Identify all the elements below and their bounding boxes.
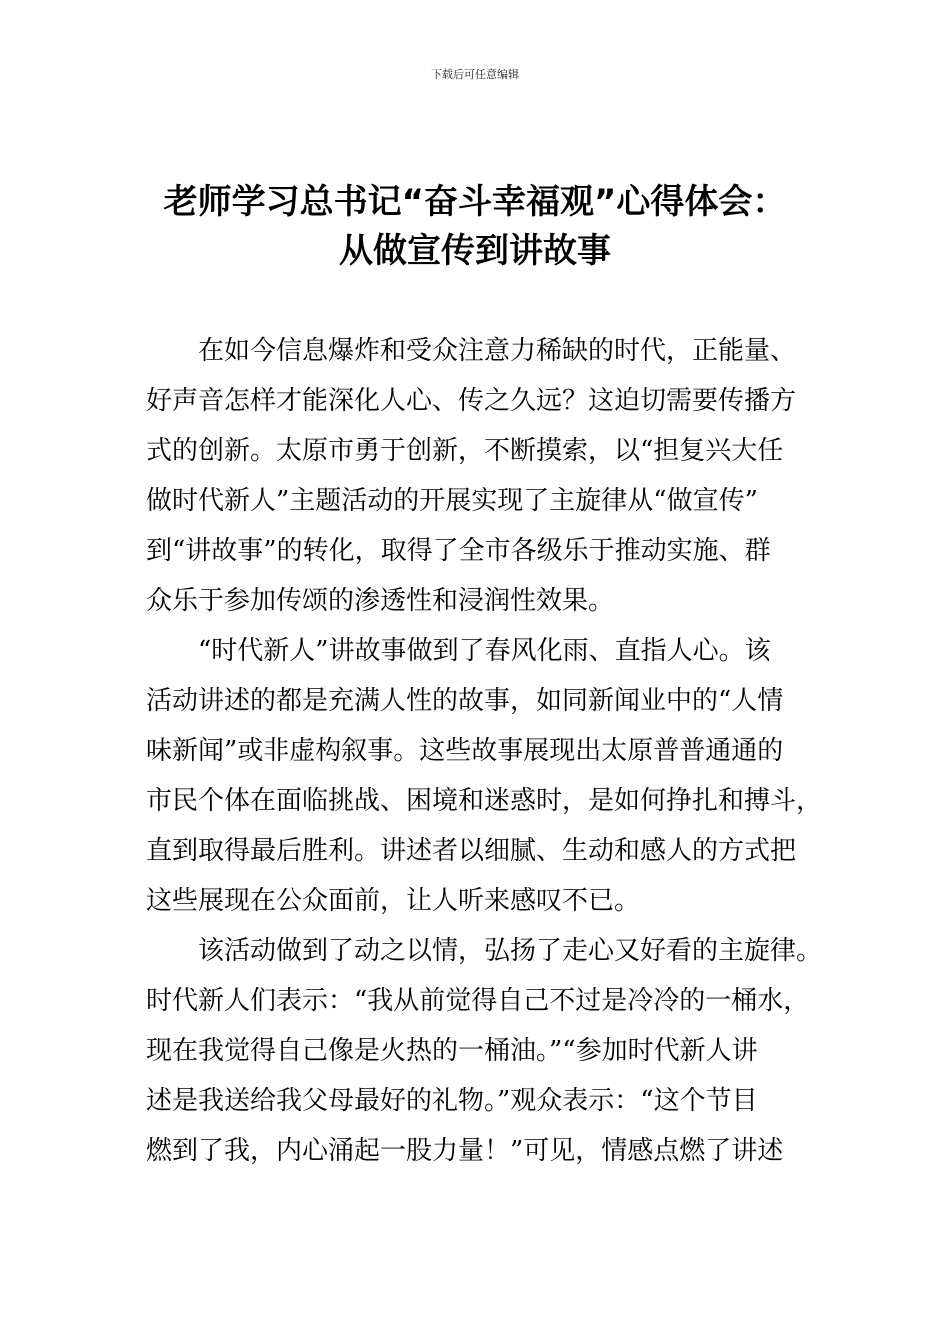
- paragraph-3-line-5: 燃到了我，内心涌起一股力量！”可见，情感点燃了讲述: [146, 1136, 784, 1166]
- header-note: 下载后可任意编辑: [431, 68, 519, 81]
- paragraph-3-line-2: 时代新人们表示：“我从前觉得自己不过是冷冷的一桶水，: [146, 986, 810, 1016]
- paragraph-1-line-6: 众乐于参加传颂的渗透性和浸润性效果。: [146, 586, 615, 616]
- paragraph-2-line-2: 活动讲述的都是充满人性的故事，如同新闻业中的“人情: [146, 686, 784, 716]
- title-line-2: 从做宣传到讲故事: [339, 231, 611, 271]
- paragraph-2-line-6: 这些展现在公众面前，让人听来感叹不已。: [146, 886, 641, 916]
- paragraph-3-line-3: 现在我觉得自己像是火热的一桶油。”“参加时代新人讲: [146, 1036, 758, 1066]
- paragraph-1-line-4: 做时代新人”主题活动的开展实现了主旋律从“做宣传”: [146, 486, 758, 516]
- paragraph-1-line-2: 好声音怎样才能深化人心、传之久远？这迫切需要传播方: [146, 386, 797, 416]
- paragraph-2-line-1: “时代新人”讲故事做到了春风化雨、直指人心。该: [198, 636, 771, 666]
- title-line-1: 老师学习总书记“奋斗幸福观”心得体会：: [163, 182, 787, 222]
- paragraph-3-line-1: 该活动做到了动之以情，弘扬了走心又好看的主旋律。: [198, 936, 823, 966]
- paragraph-1-line-5: 到“讲故事”的转化，取得了全市各级乐于推动实施、群: [146, 536, 771, 566]
- paragraph-3-line-4: 述是我送给我父母最好的礼物。”观众表示：“这个节目: [146, 1086, 758, 1116]
- document-body: [146, 326, 823, 1176]
- document-title: [100, 178, 850, 276]
- paragraph-1-line-3: 式的创新。太原市勇于创新，不断摸索，以“担复兴大任: [146, 436, 784, 466]
- paragraph-1-line-1: 在如今信息爆炸和受众注意力稀缺的时代，正能量、: [198, 336, 797, 366]
- paragraph-2-line-3: 味新闻”或非虚构叙事。这些故事展现出太原普普通通的: [146, 736, 784, 766]
- paragraph-2-line-5: 直到取得最后胜利。讲述者以细腻、生动和感人的方式把: [146, 836, 797, 866]
- paragraph-2-line-4: 市民个体在面临挑战、困境和迷惑时，是如何挣扎和搏斗，: [146, 786, 823, 816]
